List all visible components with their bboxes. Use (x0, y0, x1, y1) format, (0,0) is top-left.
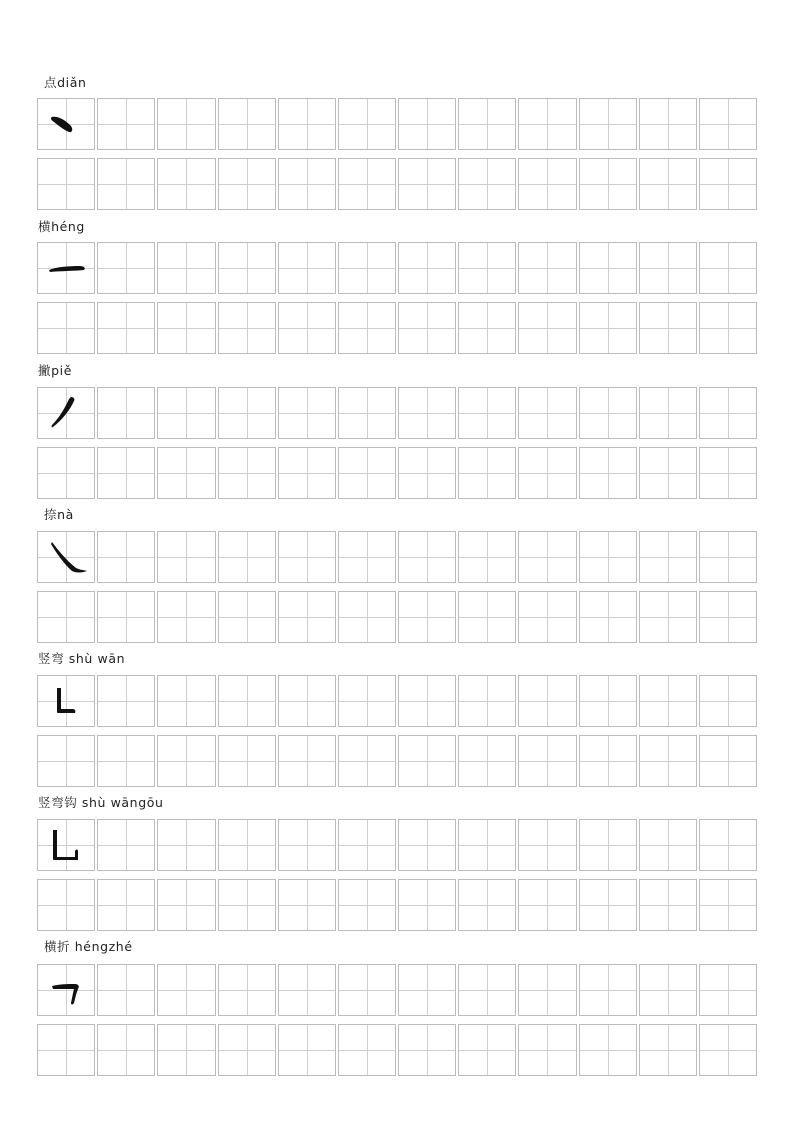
practice-cell[interactable] (97, 819, 155, 871)
practice-cell[interactable] (579, 158, 637, 210)
practice-cell[interactable] (699, 387, 757, 439)
practice-cell[interactable] (398, 675, 456, 727)
pie-left-falling-stroke-icon (38, 388, 96, 438)
practice-cell[interactable] (278, 879, 336, 931)
practice-cell[interactable] (97, 387, 155, 439)
practice-cell[interactable] (458, 302, 516, 354)
heng-zhe-stroke-icon (38, 965, 96, 1015)
stroke-section-title: 竖弯 shù wān (38, 651, 126, 666)
practice-cell[interactable] (157, 964, 215, 1016)
practice-cell[interactable] (338, 879, 396, 931)
practice-cell[interactable] (639, 302, 697, 354)
practice-grid-row (37, 531, 757, 583)
practice-cell[interactable] (398, 242, 456, 294)
practice-cell[interactable] (218, 591, 276, 643)
stroke-section-title: 竖弯钩 shù wāngōu (38, 795, 164, 810)
practice-grid-row (37, 98, 757, 150)
practice-cell[interactable] (458, 819, 516, 871)
practice-cell[interactable] (218, 98, 276, 150)
stroke-section-title: 捺nà (44, 507, 74, 522)
practice-cell[interactable] (218, 819, 276, 871)
practice-cell[interactable] (218, 531, 276, 583)
practice-cell[interactable] (338, 302, 396, 354)
practice-cell[interactable] (218, 447, 276, 499)
practice-cell[interactable] (458, 387, 516, 439)
practice-cell[interactable] (518, 1024, 576, 1076)
practice-cell[interactable] (639, 242, 697, 294)
practice-cell[interactable] (218, 302, 276, 354)
practice-grid-row (37, 819, 757, 871)
practice-cell[interactable] (97, 675, 155, 727)
practice-cell[interactable] (579, 735, 637, 787)
practice-cell[interactable] (398, 735, 456, 787)
practice-cell[interactable] (157, 158, 215, 210)
practice-cell[interactable] (157, 819, 215, 871)
practice-cell[interactable] (458, 98, 516, 150)
practice-cell[interactable] (97, 879, 155, 931)
practice-cell[interactable] (278, 1024, 336, 1076)
practice-cell[interactable] (157, 387, 215, 439)
practice-cell[interactable] (278, 158, 336, 210)
practice-cell[interactable] (398, 591, 456, 643)
practice-cell[interactable] (518, 531, 576, 583)
practice-cell[interactable] (278, 98, 336, 150)
practice-grid-row (37, 387, 757, 439)
practice-cell[interactable] (157, 302, 215, 354)
practice-cell[interactable] (458, 531, 516, 583)
practice-cell[interactable] (398, 964, 456, 1016)
practice-cell[interactable] (278, 531, 336, 583)
practice-cell[interactable] (579, 675, 637, 727)
practice-cell[interactable] (639, 879, 697, 931)
na-right-falling-stroke-icon (38, 532, 96, 582)
model-stroke-cell[interactable] (37, 242, 95, 294)
practice-cell[interactable] (278, 302, 336, 354)
practice-cell[interactable] (639, 675, 697, 727)
practice-cell[interactable] (579, 964, 637, 1016)
practice-cell[interactable] (579, 387, 637, 439)
practice-cell[interactable] (579, 819, 637, 871)
practice-cell[interactable] (338, 675, 396, 727)
practice-cell[interactable] (157, 1024, 215, 1076)
practice-cell[interactable] (518, 242, 576, 294)
practice-cell[interactable] (157, 879, 215, 931)
practice-cell[interactable] (338, 531, 396, 583)
shu-wan-stroke-icon (38, 676, 96, 726)
practice-cell[interactable] (639, 964, 697, 1016)
model-stroke-cell[interactable] (37, 964, 95, 1016)
practice-cell[interactable] (458, 879, 516, 931)
practice-cell[interactable] (579, 591, 637, 643)
practice-grid-row (37, 675, 757, 727)
practice-cell[interactable] (398, 1024, 456, 1076)
practice-cell[interactable] (579, 98, 637, 150)
practice-cell[interactable] (699, 1024, 757, 1076)
practice-cell[interactable] (639, 531, 697, 583)
practice-cell[interactable] (398, 819, 456, 871)
practice-cell[interactable] (518, 387, 576, 439)
practice-cell[interactable] (699, 675, 757, 727)
practice-cell[interactable] (639, 98, 697, 150)
practice-cell[interactable] (639, 1024, 697, 1076)
stroke-section-title: 点diǎn (44, 75, 87, 90)
practice-cell[interactable] (338, 964, 396, 1016)
practice-cell[interactable] (518, 447, 576, 499)
practice-cell[interactable] (518, 98, 576, 150)
practice-cell[interactable] (699, 879, 757, 931)
practice-cell[interactable] (699, 735, 757, 787)
practice-cell[interactable] (338, 387, 396, 439)
practice-cell[interactable] (218, 735, 276, 787)
practice-cell[interactable] (37, 158, 95, 210)
practice-cell[interactable] (639, 387, 697, 439)
practice-grid-row (37, 964, 757, 1016)
practice-cell[interactable] (699, 302, 757, 354)
practice-cell[interactable] (278, 964, 336, 1016)
practice-cell[interactable] (37, 735, 95, 787)
practice-cell[interactable] (218, 1024, 276, 1076)
practice-cell[interactable] (157, 447, 215, 499)
practice-cell[interactable] (37, 1024, 95, 1076)
practice-cell[interactable] (97, 591, 155, 643)
practice-cell[interactable] (639, 735, 697, 787)
stroke-section-title: 横折 héngzhé (44, 939, 133, 954)
practice-cell[interactable] (97, 242, 155, 294)
practice-cell[interactable] (97, 98, 155, 150)
practice-cell[interactable] (639, 158, 697, 210)
practice-grid-row (37, 302, 757, 354)
practice-cell[interactable] (278, 735, 336, 787)
shu-wan-gou-stroke-icon (38, 820, 96, 870)
practice-cell[interactable] (699, 242, 757, 294)
practice-cell[interactable] (579, 531, 637, 583)
practice-cell[interactable] (398, 879, 456, 931)
practice-cell[interactable] (218, 879, 276, 931)
practice-cell[interactable] (518, 591, 576, 643)
practice-cell[interactable] (218, 158, 276, 210)
practice-cell[interactable] (398, 387, 456, 439)
practice-cell[interactable] (278, 387, 336, 439)
practice-cell[interactable] (458, 447, 516, 499)
practice-cell[interactable] (458, 158, 516, 210)
practice-cell[interactable] (97, 735, 155, 787)
practice-cell[interactable] (157, 735, 215, 787)
practice-cell[interactable] (699, 158, 757, 210)
practice-cell[interactable] (458, 242, 516, 294)
practice-cell[interactable] (37, 879, 95, 931)
practice-cell[interactable] (37, 302, 95, 354)
practice-cell[interactable] (579, 242, 637, 294)
heng-horizontal-stroke-icon (38, 243, 96, 293)
practice-cell[interactable] (338, 735, 396, 787)
practice-cell[interactable] (97, 964, 155, 1016)
practice-cell[interactable] (157, 591, 215, 643)
model-stroke-cell[interactable] (37, 531, 95, 583)
practice-cell[interactable] (278, 242, 336, 294)
practice-cell[interactable] (338, 98, 396, 150)
practice-cell[interactable] (699, 531, 757, 583)
practice-cell[interactable] (639, 447, 697, 499)
practice-cell[interactable] (518, 158, 576, 210)
practice-cell[interactable] (579, 879, 637, 931)
practice-cell[interactable] (278, 447, 336, 499)
practice-cell[interactable] (338, 158, 396, 210)
practice-cell[interactable] (579, 302, 637, 354)
practice-cell[interactable] (157, 531, 215, 583)
practice-cell[interactable] (218, 242, 276, 294)
model-stroke-cell[interactable] (37, 98, 95, 150)
practice-grid-row (37, 242, 757, 294)
practice-cell[interactable] (157, 242, 215, 294)
practice-cell[interactable] (338, 819, 396, 871)
practice-cell[interactable] (518, 735, 576, 787)
practice-cell[interactable] (338, 242, 396, 294)
practice-cell[interactable] (458, 591, 516, 643)
practice-cell[interactable] (639, 819, 697, 871)
practice-cell[interactable] (579, 447, 637, 499)
practice-cell[interactable] (579, 1024, 637, 1076)
practice-cell[interactable] (97, 158, 155, 210)
practice-cell[interactable] (218, 964, 276, 1016)
practice-cell[interactable] (398, 302, 456, 354)
practice-cell[interactable] (97, 1024, 155, 1076)
practice-grid-row (37, 1024, 757, 1076)
practice-cell[interactable] (458, 675, 516, 727)
practice-cell[interactable] (37, 447, 95, 499)
practice-cell[interactable] (338, 447, 396, 499)
practice-cell[interactable] (699, 819, 757, 871)
practice-cell[interactable] (699, 964, 757, 1016)
practice-cell[interactable] (37, 591, 95, 643)
practice-cell[interactable] (278, 819, 336, 871)
practice-cell[interactable] (518, 302, 576, 354)
model-stroke-cell[interactable] (37, 819, 95, 871)
practice-cell[interactable] (458, 1024, 516, 1076)
stroke-section-title: 横héng (38, 219, 85, 234)
practice-cell[interactable] (699, 591, 757, 643)
practice-cell[interactable] (398, 531, 456, 583)
practice-cell[interactable] (518, 879, 576, 931)
practice-cell[interactable] (518, 964, 576, 1016)
practice-cell[interactable] (699, 98, 757, 150)
practice-cell[interactable] (218, 675, 276, 727)
practice-cell[interactable] (518, 675, 576, 727)
practice-cell[interactable] (338, 591, 396, 643)
practice-cell[interactable] (458, 964, 516, 1016)
practice-cell[interactable] (278, 675, 336, 727)
model-stroke-cell[interactable] (37, 675, 95, 727)
practice-cell[interactable] (639, 591, 697, 643)
practice-cell[interactable] (97, 302, 155, 354)
practice-grid-row (37, 591, 757, 643)
practice-grid-row (37, 735, 757, 787)
model-stroke-cell[interactable] (37, 387, 95, 439)
practice-cell[interactable] (218, 387, 276, 439)
practice-cell[interactable] (97, 447, 155, 499)
practice-cell[interactable] (157, 98, 215, 150)
practice-cell[interactable] (518, 819, 576, 871)
practice-grid-row (37, 879, 757, 931)
practice-cell[interactable] (338, 1024, 396, 1076)
practice-cell[interactable] (458, 735, 516, 787)
practice-cell[interactable] (699, 447, 757, 499)
practice-cell[interactable] (398, 98, 456, 150)
practice-grid-row (37, 158, 757, 210)
stroke-section-title: 撇piě (38, 363, 72, 378)
practice-cell[interactable] (278, 591, 336, 643)
practice-grid-row (37, 447, 757, 499)
practice-cell[interactable] (398, 447, 456, 499)
practice-cell[interactable] (157, 675, 215, 727)
dian-dot-stroke-icon (38, 99, 96, 149)
practice-cell[interactable] (97, 531, 155, 583)
practice-cell[interactable] (398, 158, 456, 210)
